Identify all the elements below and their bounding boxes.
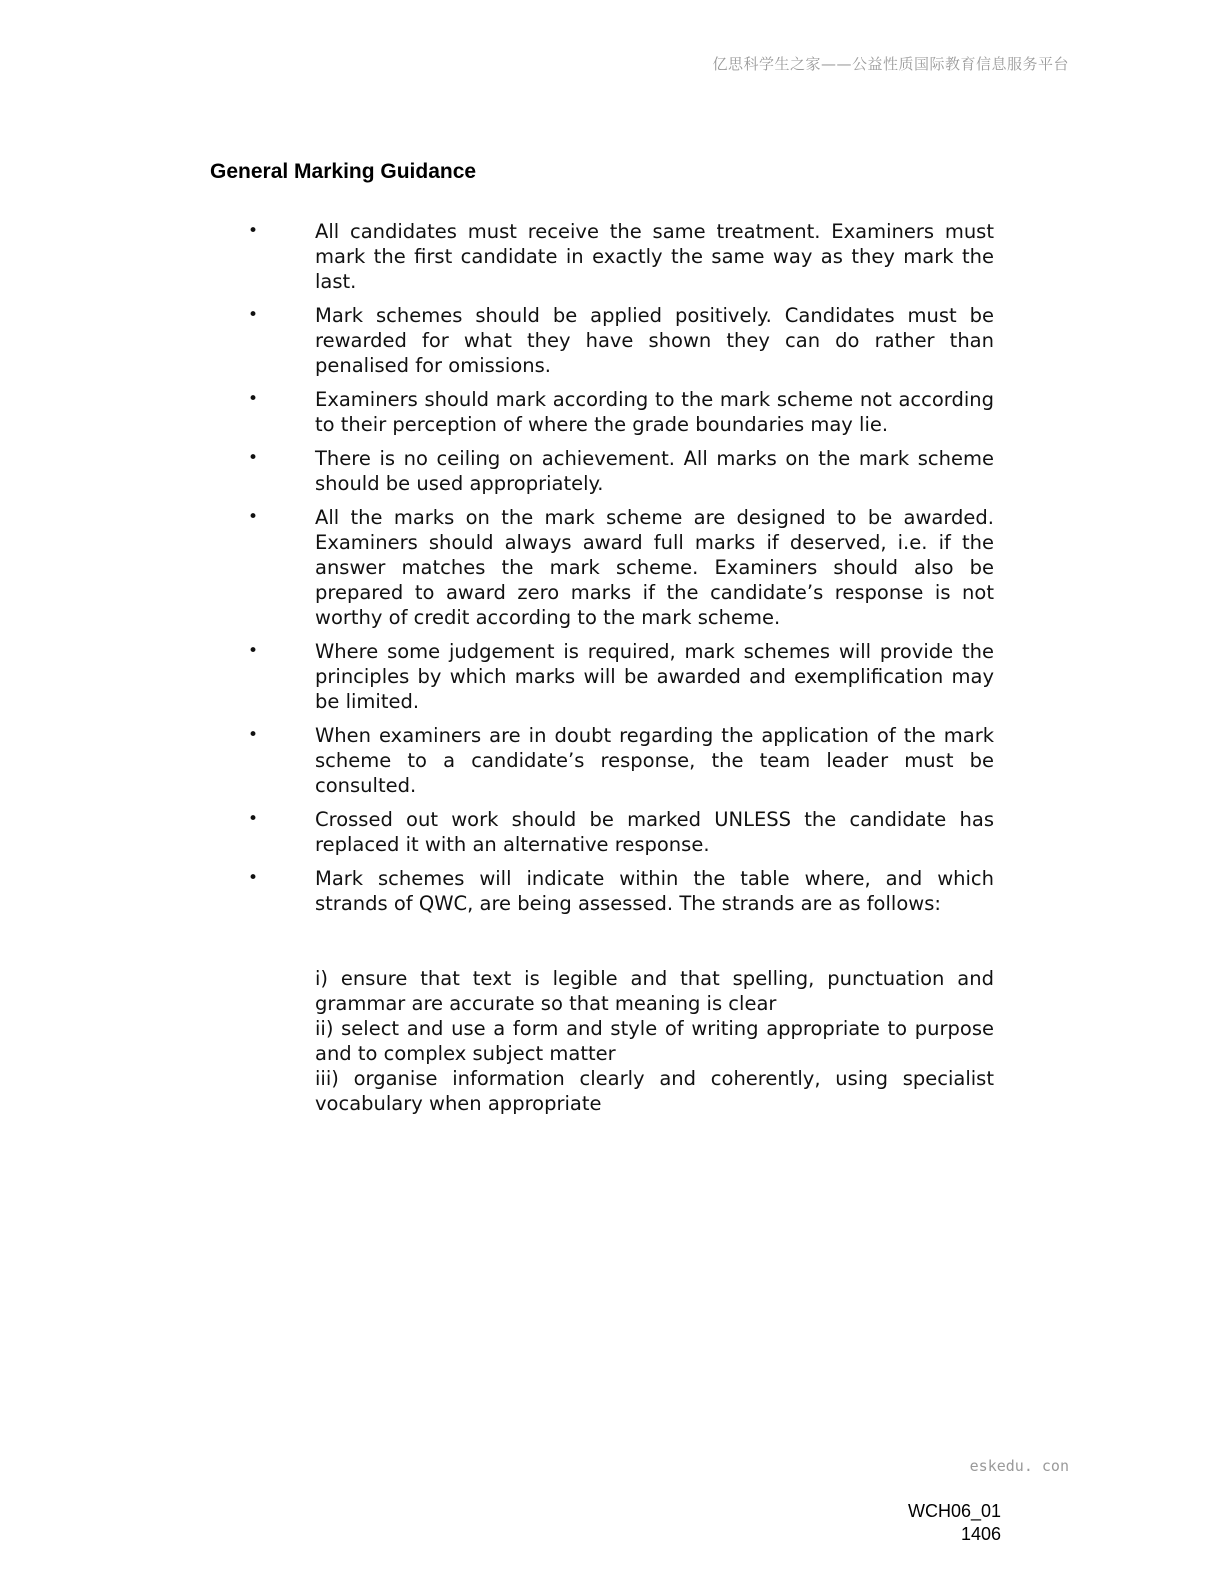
bullet-icon: •	[248, 389, 259, 409]
page-heading: General Marking Guidance	[210, 160, 477, 183]
exam-session: 1406	[960, 1524, 1001, 1544]
guidance-item-text: Mark schemes will indicate within the table where, and which strands of QWC, are being assessed. The strands are as follows:	[315, 867, 994, 915]
guidance-item	[248, 505, 994, 630]
guidance-list	[248, 219, 994, 925]
guidance-item	[248, 807, 994, 857]
guidance-item-text: Where some judgement is required, mark schemes will provide the principles by which marks will be awarded and exemplification may be limited.	[315, 640, 994, 713]
guidance-item	[248, 639, 994, 714]
guidance-item-text: All candidates must receive the same treatment. Examiners must mark the first candidate in exactly the same way as they mark the last.	[315, 220, 994, 293]
header-watermark: 亿思科学生之家——公益性质国际教育信息服务平台	[712, 55, 1069, 73]
paper-code: WCH06_01	[907, 1501, 1001, 1521]
guidance-item-text: All the marks on the mark scheme are designed to be awarded. Examiners should always award full marks if deserved, i.e. if the answer matches the mark scheme. Examiners should also be prepared to award zero marks if the candidate’s response is not worthy of credit according to the mark scheme.	[315, 506, 994, 629]
guidance-item-text: When examiners are in doubt regarding the application of the mark scheme to a candidate’s response, the team leader must be consulted.	[315, 724, 994, 797]
footer-watermark: eskedu. con	[969, 1457, 1069, 1475]
qwc-strand: i) ensure that text is legible and that spelling, punctuation and grammar are accurate so that meaning is clear	[315, 967, 994, 1015]
guidance-item	[248, 219, 994, 294]
bullet-icon: •	[248, 809, 259, 829]
qwc-strands-list	[315, 966, 994, 1116]
guidance-item	[248, 387, 994, 437]
qwc-strand: iii) organise information clearly and coherently, using specialist vocabulary when appropriate	[315, 1067, 994, 1115]
guidance-item	[248, 723, 994, 798]
bullet-icon: •	[248, 725, 259, 745]
guidance-item	[248, 446, 994, 496]
guidance-item	[248, 866, 994, 916]
bullet-icon: •	[248, 448, 259, 468]
guidance-item-text: Mark schemes should be applied positively. Candidates must be rewarded for what they have shown they can do rather than penalised for omissions.	[315, 304, 994, 377]
bullet-icon: •	[248, 641, 259, 661]
bullet-icon: •	[248, 868, 259, 888]
guidance-item-text: There is no ceiling on achievement. All marks on the mark scheme should be used appropriately.	[315, 447, 994, 495]
footer-paper-info	[908, 1500, 1001, 1546]
qwc-strand: ii) select and use a form and style of writing appropriate to purpose and to complex subject matter	[315, 1017, 994, 1065]
guidance-item-text: Crossed out work should be marked UNLESS the candidate has replaced it with an alternative response.	[315, 808, 994, 856]
bullet-icon: •	[248, 507, 259, 527]
guidance-item	[248, 303, 994, 378]
bullet-icon: •	[248, 221, 259, 241]
guidance-item-text: Examiners should mark according to the mark scheme not according to their perception of where the grade boundaries may lie.	[315, 388, 994, 436]
bullet-icon: •	[248, 305, 259, 325]
